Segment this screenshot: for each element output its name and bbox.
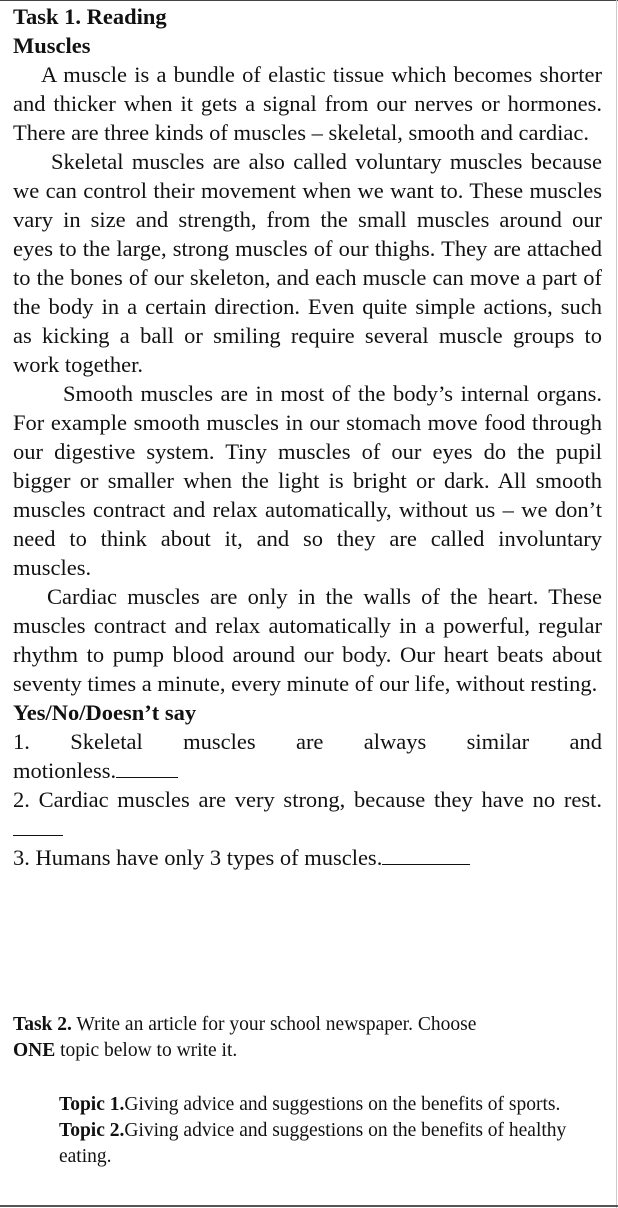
topic-1-label: Topic 1. xyxy=(59,1094,125,1115)
answer-blank-2[interactable] xyxy=(13,818,63,836)
reading-task-section xyxy=(13,2,602,872)
topic-1-text: Giving advice and suggestions on the benefits of sports. xyxy=(124,1094,561,1115)
top-border-line xyxy=(0,0,618,1)
question-2-text: 2. Cardiac muscles are very strong, because they have no rest. xyxy=(13,787,602,812)
paragraph-intro: A muscle is a bundle of elastic tissue which becomes shorter and thicker when it gets a signal from our nerves or hormones. There are three kinds of muscles – skeletal, smooth and cardiac. xyxy=(13,62,602,145)
question-3 xyxy=(13,843,602,872)
task2-instructions xyxy=(13,1012,593,1064)
task2-text-b: topic below to write it. xyxy=(55,1040,238,1061)
question-1-line-2 xyxy=(13,756,602,785)
topic-2-text: Giving advice and suggestions on the benefits of healthy eating. xyxy=(59,1120,567,1167)
passage-title: Muscles xyxy=(13,33,91,58)
topic-1 xyxy=(59,1092,599,1118)
task1-title: Task 1. Reading xyxy=(13,4,167,29)
question-1-line-1: 1. Skeletal muscles are always similar and xyxy=(13,729,602,754)
topics-list xyxy=(59,1092,599,1170)
paragraph-smooth: Smooth muscles are in most of the body’s internal organs. For example smooth muscles in our stomach move food through our digestive system. Tiny muscles of our eyes do the pupil bigger or smaller when the light is bright or dark. All smooth muscles contract and relax automatically, without us – we don’t need to think about it, and so they are called involuntary muscles. xyxy=(13,381,602,580)
topic-2-label: Topic 2. xyxy=(59,1120,125,1141)
answer-blank-1[interactable] xyxy=(116,760,178,778)
paragraph-cardiac: Cardiac muscles are only in the walls of the heart. These muscles contract and relax automatically in a powerful, regular rhythm to pump blood around our body. Our heart beats about seventy times a minute, every minute of our life, without resting. xyxy=(13,584,602,696)
question-3-text: 3. Humans have only 3 types of muscles. xyxy=(13,845,383,870)
task2-text-a: Write an article for your school newspaper. Choose xyxy=(71,1014,477,1035)
paragraph-skeletal: Skeletal muscles are also called voluntary muscles because we can control their movement when we want to. These muscles vary in size and strength, from the small muscles around our eyes to the large, strong muscles of our thighs. They are attached to the bones of our skeleton, and each muscle can move a part of the body in a certain direction. Even quite simple actions, such as kicking a ball or smiling require several muscle groups to work together. xyxy=(13,149,602,377)
question-1-text: motionless. xyxy=(13,758,117,783)
right-border-line xyxy=(616,0,617,1208)
bottom-border-line xyxy=(0,1205,618,1207)
task2-emphasis: ONE xyxy=(13,1040,56,1061)
exercise-heading: Yes/No/Doesn’t say xyxy=(13,700,197,725)
answer-blank-3[interactable] xyxy=(382,847,470,865)
topic-2 xyxy=(59,1118,599,1170)
writing-task-section xyxy=(13,1012,593,1064)
task2-label: Task 2. xyxy=(13,1014,72,1035)
question-2 xyxy=(13,785,602,843)
